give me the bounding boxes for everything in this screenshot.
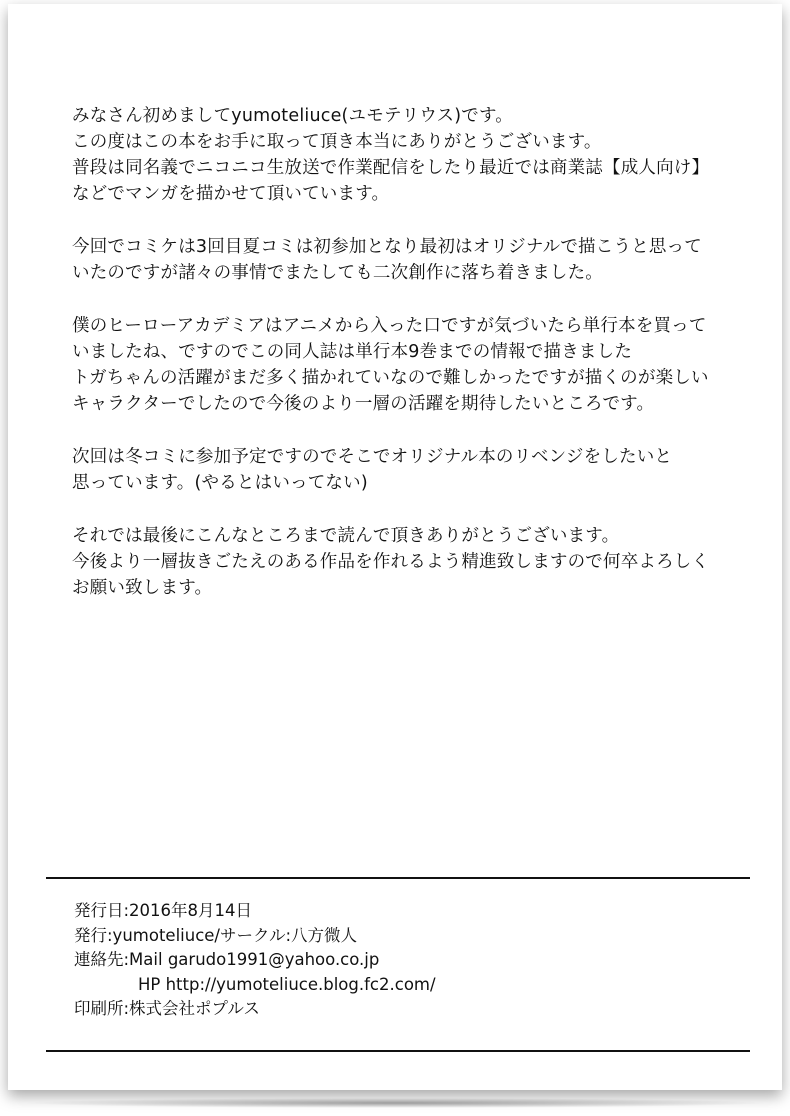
paragraph-1 [72,103,752,207]
text-line: いたのですが諸々の事情でまたしても二次創作に落ち着きました。 [72,263,603,283]
text-line: キャラクターでしたので今後のより一層の活躍を期待したいところです。 [72,394,655,414]
text-line: 今回でコミケは3回目夏コミは初参加となり最初はオリジナルで描こうと思って [72,237,702,257]
text-line: この度はこの本をお手に取って頂き本当にありがとうございます。 [72,132,602,152]
colophon-bottom-rule [46,1050,750,1052]
paragraph-3 [72,313,752,417]
text-line: などでマンガを描かせて頂いています。 [72,184,390,204]
colophon-top-rule [46,877,750,879]
page-shadow [20,1098,770,1108]
colophon [74,899,734,1022]
paragraph-5 [72,523,752,601]
text-line: 僕のヒーローアカデミアはアニメから入った口ですが気づいたら単行本を買って [72,316,707,336]
publish-date: 発行日:2016年8月14日 [74,901,253,920]
paragraph-4 [72,444,752,496]
text-line: トガちゃんの活躍がまだ多く描かれていなので難しかったですが描くのが楽しい [72,368,709,388]
contact-homepage: HP http://yumoteliuce.blog.fc2.com/ [138,974,436,994]
afterword-body [72,103,752,628]
text-line: お願い致します。 [72,578,213,598]
contact-mail: 連絡先:Mail garudo1991@yahoo.co.jp [74,950,380,969]
text-line: 思っています。(やるとはいってない) [72,473,368,493]
text-line: いましたね、ですのでこの同人誌は単行本9巻までの情報で描きました [72,342,633,362]
printer-info: 印刷所:株式会社ポプルス [74,999,260,1018]
text-line: 今後より一層抜きごたえのある作品を作れるよう精進致しますので何卒よろしく [72,552,710,572]
publisher-info: 発行:yumoteliuce/サークル:八方微人 [74,925,358,945]
paragraph-2 [72,234,752,286]
text-line: 普段は同名義でニコニコ生放送で作業配信をしたり最近では商業誌【成人向け】 [72,158,710,178]
text-line: 次回は冬コミに参加予定ですのでそこでオリジナル本のリベンジをしたいと [72,447,673,467]
text-line: それでは最後にこんなところまで読んで頂きありがとうございます。 [72,526,620,546]
text-line: みなさん初めましてyumoteliuce(ユモテリウス)です。 [72,106,513,126]
